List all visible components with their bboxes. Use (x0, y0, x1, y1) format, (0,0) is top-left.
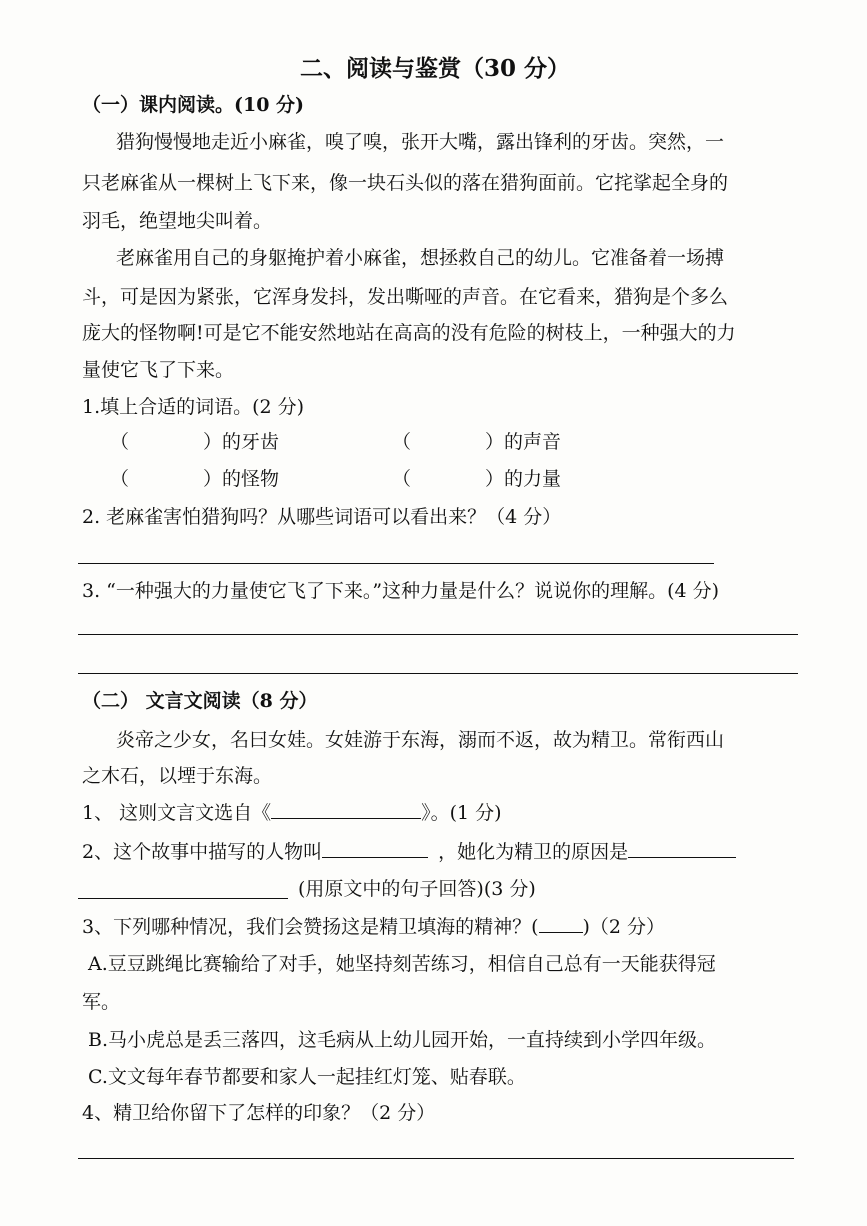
page-title: 二、阅读与鉴赏（30 分） (300, 55, 571, 82)
option-c: C.文文每年春节都要和家人一起挂红灯笼、贴春联。 (88, 1066, 526, 1088)
blank-suffix: 的力量 (504, 468, 562, 490)
open-paren: （ (110, 468, 130, 490)
passage1-line: 羽毛，绝望地尖叫着。 (82, 210, 273, 232)
blank-suffix: 的牙齿 (222, 431, 280, 453)
passage2-line: 庞大的怪物啊!可是它不能安然地站在高高的没有危险的树枝上，一种强大的力 (82, 322, 736, 344)
classical-passage-line: 炎帝之少女，名曰女娃。女娃游于东海，溺而不返，故为精卫。常衔西山 (116, 729, 725, 751)
passage1-line: 猎狗慢慢地走近小麻雀，嗅了嗅，张开大嘴，露出锋利的牙齿。突然，一 (116, 131, 725, 153)
answer-line[interactable] (78, 1158, 794, 1159)
fill-blank-row (110, 433, 279, 452)
choice-blank[interactable] (539, 918, 583, 933)
close-paren: ） (203, 431, 223, 453)
reason-answer-line[interactable] (78, 898, 288, 899)
close-paren: ） (203, 468, 223, 490)
close-paren: ） (485, 468, 505, 490)
answer-line[interactable] (78, 563, 714, 564)
q2-instruction: (用原文中的句子回答)(3 分) (298, 878, 536, 900)
blank-suffix: 的怪物 (222, 468, 280, 490)
passage1-line: 只老麻雀从一棵树上飞下来，像一块石头似的落在猎狗面前。它挓挲起全身的 (82, 172, 729, 194)
close-paren: ） (485, 431, 505, 453)
option-a-line: A.豆豆跳绳比赛输给了对手，她坚持刻苦练习，相信自己总有一天能获得冠 (88, 953, 716, 975)
q1-text-end: 》。(1 分) (421, 802, 502, 824)
character-blank[interactable] (322, 856, 428, 858)
question-1-prompt: 1.填上合适的词语。(2 分) (82, 396, 305, 418)
option-a-line: 军。 (82, 991, 121, 1013)
classical-question-1 (82, 804, 502, 823)
q3-close: )（2 分） (582, 916, 666, 938)
fill-blank-row (392, 470, 561, 489)
question-2-prompt: 2. 老麻雀害怕猎狗吗？从哪些词语可以看出来？（4 分） (82, 506, 562, 528)
source-blank[interactable] (271, 817, 421, 819)
passage2-line: 老麻雀用自己的身躯掩护着小麻雀，想拯救自己的幼儿。它准备着一场搏 (116, 247, 725, 269)
blank-suffix: 的声音 (504, 431, 562, 453)
passage2-line: 斗，可是因为紧张，它浑身发抖，发出嘶哑的声音。在它看来，猎狗是个多么 (82, 286, 729, 308)
open-paren: （ (110, 431, 130, 453)
answer-line[interactable] (78, 634, 798, 635)
open-paren: （ (392, 431, 412, 453)
option-b: B.马小虎总是丢三落四，这毛病从上幼儿园开始，一直持续到小学四年级。 (88, 1029, 717, 1051)
fill-blank-row (110, 470, 279, 489)
reason-blank[interactable] (628, 856, 736, 858)
classical-question-2 (82, 843, 736, 862)
open-paren: （ (392, 468, 412, 490)
classical-question-3 (82, 918, 665, 937)
section1-heading: （一）课内阅读。(10 分) (82, 94, 305, 116)
answer-line[interactable] (78, 673, 798, 674)
fill-blank-row (392, 433, 561, 452)
classical-question-4: 4、精卫给你留下了怎样的印象？（2 分） (82, 1102, 436, 1124)
section2-heading: （二） 文言文阅读（8 分） (82, 690, 318, 712)
passage2-line: 量使它飞了下来。 (82, 359, 235, 381)
q2-text-start: 2、这个故事中描写的人物叫 (82, 841, 323, 863)
classical-passage-line: 之木石，以堙于东海。 (82, 765, 273, 787)
q2-text-middle: ，她化为精卫的原因是 (438, 841, 629, 863)
question-3-prompt: 3. “一种强大的力量使它飞了下来。”这种力量是什么？说说你的理解。(4 分) (82, 580, 720, 602)
q3-prompt: 3、下列哪种情况，我们会赞扬这是精卫填海的精神？( (82, 916, 539, 938)
q1-text-start: 1、 这则文言文选自《 (82, 802, 272, 824)
